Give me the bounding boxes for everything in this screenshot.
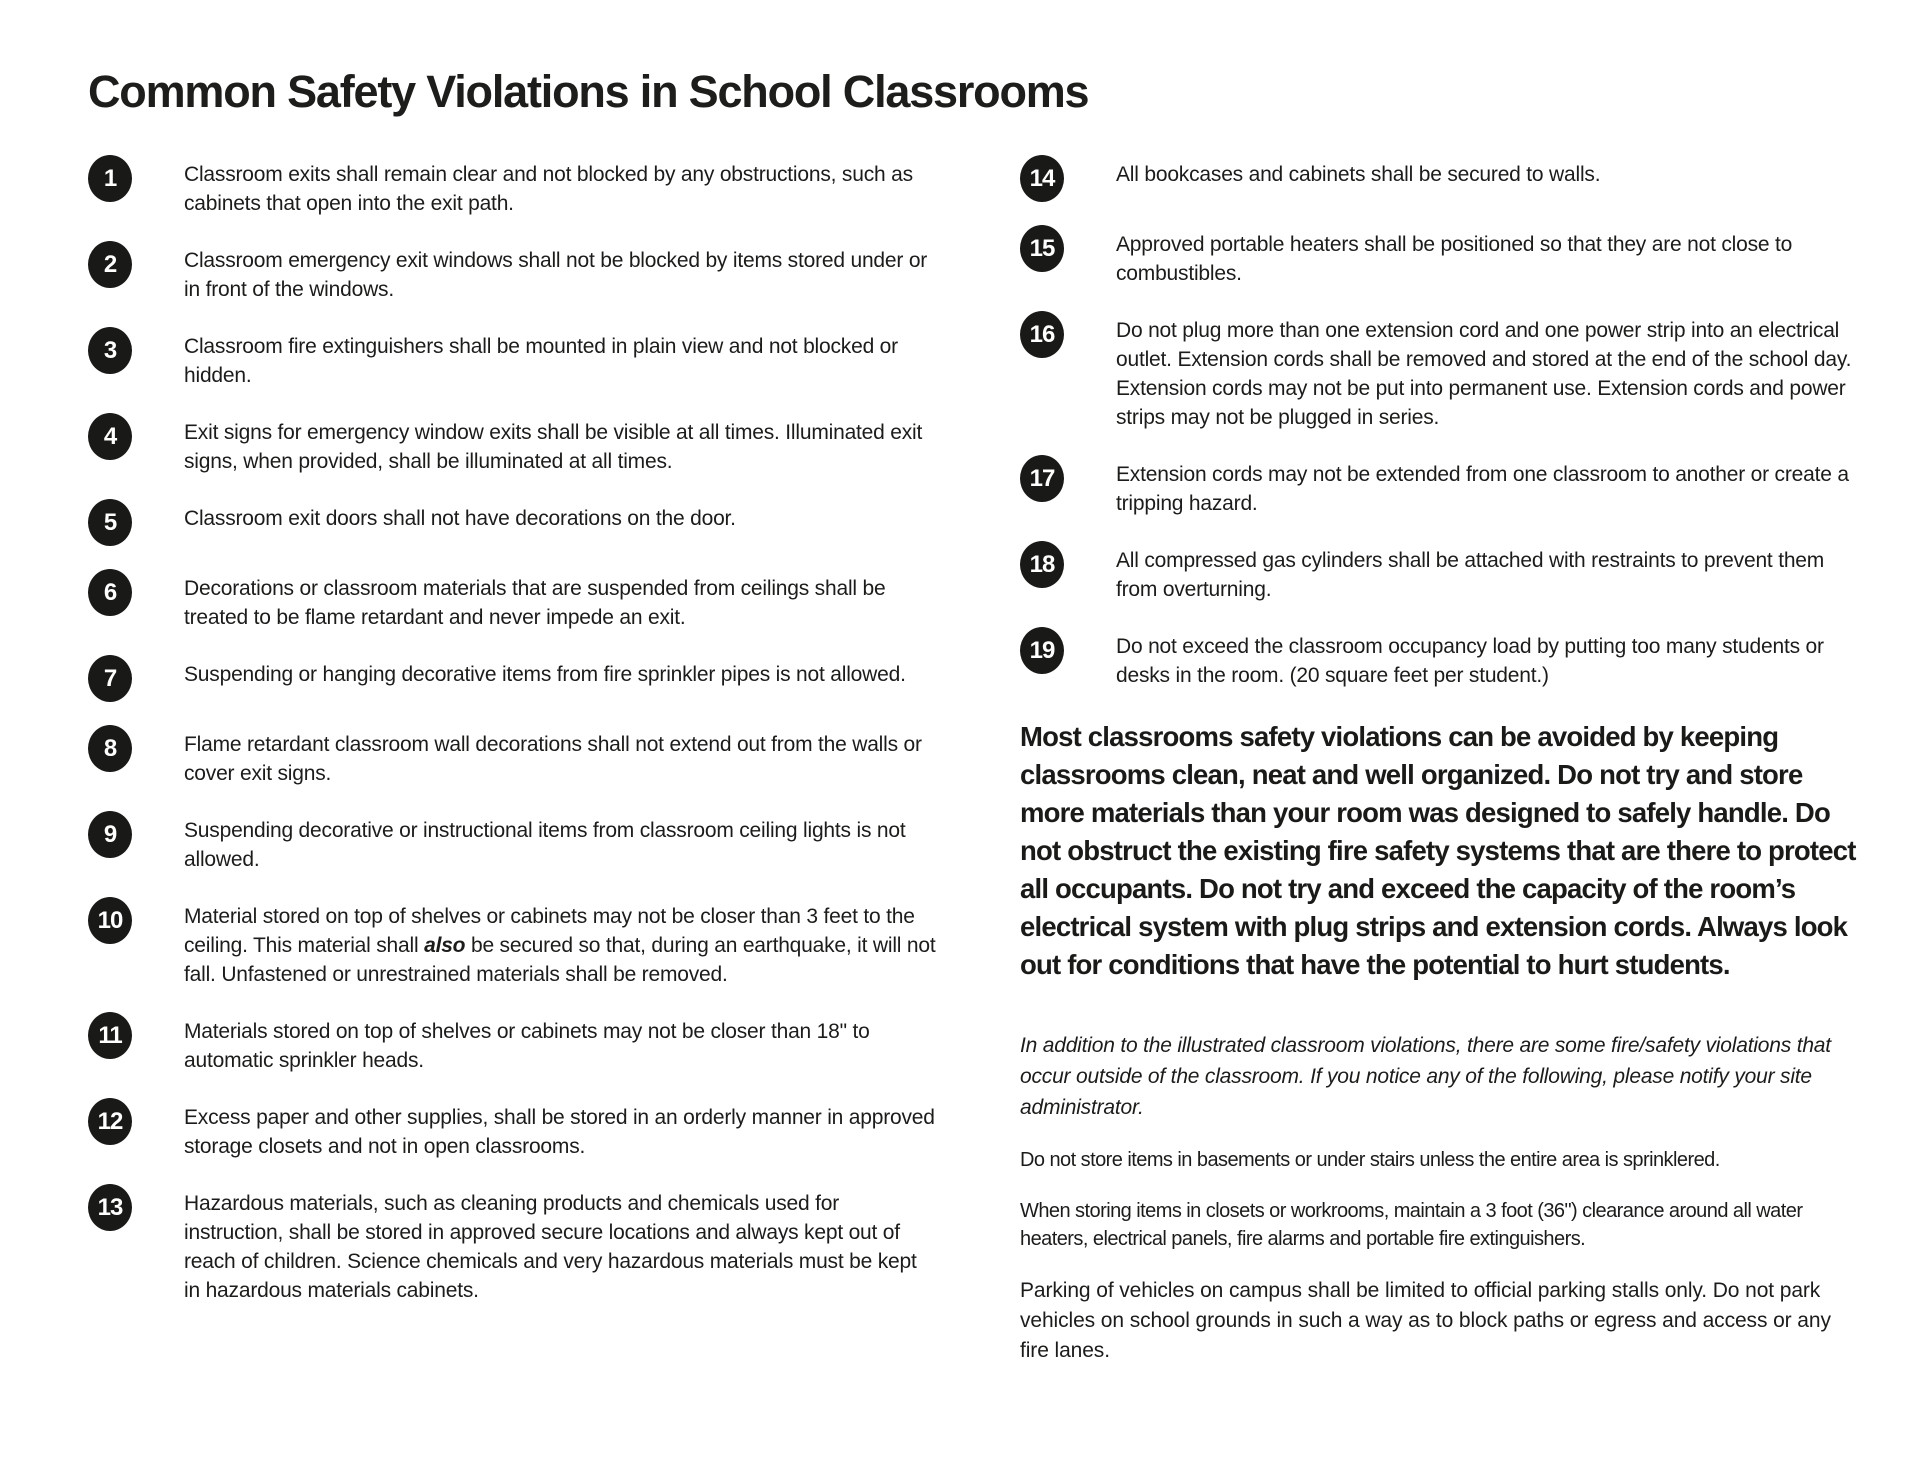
item-number: 17 xyxy=(1029,464,1055,492)
page-title: Common Safety Violations in School Classrooms xyxy=(88,66,1089,117)
item-text: Suspending decorative or instructional items from classroom ceiling lights is not allowed. xyxy=(184,819,906,871)
item-text: Do not plug more than one extension cord and one power strip into an electrical outlet. Extension cords shall be removed and stored at the end of the school day. Extension cords may not be put into permanent use. Extension cords and power strips may not be plugged in series. xyxy=(1116,319,1852,429)
item-number: 18 xyxy=(1029,550,1055,578)
item-number: 3 xyxy=(103,336,117,364)
violation-item-19 xyxy=(1020,632,1856,690)
item-text: Extension cords may not be extended from one classroom to another or create a tripping hazard. xyxy=(1116,463,1849,515)
notice-paragraph: In addition to the illustrated classroom violations, there are some fire/safety violations that occur outside of the classroom. If you notice any of the following, please notify your site administrator. xyxy=(1020,1034,1831,1119)
item-number: 12 xyxy=(97,1107,123,1135)
item-text-segment: be secured so that, during an earthquake, it will not fall. Unfastened or unrestrained materials shall be removed. xyxy=(184,934,936,986)
violation-item-14 xyxy=(1020,160,1856,202)
item-text: Suspending or hanging decorative items from fire sprinkler pipes is not allowed. xyxy=(184,663,906,686)
summary-paragraph: Most classrooms safety violations can be avoided by keeping classrooms clean, neat and well organized. Do not try and store more materials than your room was designed to safely handle. Do not obstruct the existing fire safety systems that are there to protect all occupants. Do not try and exceed the capacity of the room’s electrical system with plug strips and extension cords. Always look out for conditions that have the potential to hurt students. xyxy=(1020,721,1856,980)
item-text: Decorations or classroom materials that are suspended from ceilings shall be treated to be flame retardant and never impede an exit. xyxy=(184,577,886,629)
item-number-badge xyxy=(88,413,132,460)
item-number-badge xyxy=(88,241,132,288)
item-number: 6 xyxy=(103,578,117,606)
violation-item-17 xyxy=(1020,460,1856,518)
item-number: 10 xyxy=(97,906,123,934)
item-text: Hazardous materials, such as cleaning products and chemicals used for instruction, shall be stored in approved secure locations and always kept out of reach of children. Science chemicals and very hazardous materials must be kept in hazardous materials cabinets. xyxy=(184,1192,917,1302)
violation-item-16 xyxy=(1020,316,1856,432)
left-column xyxy=(88,160,936,1333)
item-text: Flame retardant classroom wall decorations shall not extend out from the walls or cover exit signs. xyxy=(184,733,922,785)
item-text: Classroom exit doors shall not have decorations on the door. xyxy=(184,507,736,530)
item-number-badge xyxy=(88,897,132,944)
item-number: 5 xyxy=(103,508,117,536)
outside-violation-paragraph-2: When storing items in closets or workrooms, maintain a 3 foot (36") clearance around all water heaters, electrical panels, fire alarms and portable fire extinguishers. xyxy=(1020,1200,1803,1250)
item-number: 11 xyxy=(98,1021,122,1049)
item-number: 2 xyxy=(103,250,117,278)
outside-violations-list xyxy=(1020,1146,1856,1366)
item-number-badge xyxy=(88,1098,132,1145)
violation-item-11 xyxy=(88,1017,936,1075)
item-number-badge xyxy=(1020,225,1064,272)
violation-item-3 xyxy=(88,332,936,390)
item-number-badge xyxy=(88,725,132,772)
item-number: 19 xyxy=(1029,636,1055,664)
violation-item-5 xyxy=(88,504,936,546)
violation-item-6 xyxy=(88,574,936,632)
item-number: 1 xyxy=(103,164,117,192)
item-number-badge xyxy=(1020,311,1064,358)
item-text: Classroom fire extinguishers shall be mounted in plain view and not blocked or hidden. xyxy=(184,335,898,387)
item-text: Materials stored on top of shelves or cabinets may not be closer than 18" to automatic sprinkler heads. xyxy=(184,1020,870,1072)
violation-item-9 xyxy=(88,816,936,874)
violation-item-10 xyxy=(88,902,936,989)
violation-item-8 xyxy=(88,730,936,788)
two-column-layout xyxy=(88,160,1860,1366)
item-number-badge xyxy=(1020,155,1064,202)
item-number-badge xyxy=(88,569,132,616)
item-text-segment: Material stored on top of shelves or cabinets may not be closer than 3 feet to the ceiling. This material shall xyxy=(184,905,915,957)
item-text: Classroom exits shall remain clear and not blocked by any obstructions, such as cabinets that open into the exit path. xyxy=(184,163,913,215)
outside-violation-paragraph-3: Parking of vehicles on campus shall be limited to official parking stalls only. Do not park vehicles on school grounds in such a way as to block paths or egress and access or any fire lanes. xyxy=(1020,1279,1831,1362)
item-number-badge xyxy=(88,499,132,546)
item-number: 8 xyxy=(103,734,117,762)
item-text: Classroom emergency exit windows shall not be blocked by items stored under or in front of the windows. xyxy=(184,249,928,301)
violation-item-4 xyxy=(88,418,936,476)
item-text: All compressed gas cylinders shall be attached with restraints to prevent them from overturning. xyxy=(1116,549,1825,601)
item-number: 16 xyxy=(1029,320,1055,348)
right-column xyxy=(1020,160,1856,1366)
violation-item-13 xyxy=(88,1189,936,1305)
item-number-badge xyxy=(88,1012,132,1059)
item-number: 9 xyxy=(103,820,117,848)
item-number-badge xyxy=(88,811,132,858)
item-number-badge xyxy=(88,655,132,702)
violation-item-15 xyxy=(1020,230,1856,288)
item-number-badge xyxy=(1020,541,1064,588)
violation-item-1 xyxy=(88,160,936,218)
item-number: 15 xyxy=(1029,234,1055,262)
item-text: All bookcases and cabinets shall be secured to walls. xyxy=(1116,163,1601,186)
item-text: Exit signs for emergency window exits shall be visible at all times. Illuminated exit signs, when provided, shall be illuminated at all times. xyxy=(184,421,923,473)
item-text-emphasis: also xyxy=(424,934,466,957)
item-number-badge xyxy=(88,1184,132,1231)
item-number: 14 xyxy=(1029,164,1055,192)
item-text: Approved portable heaters shall be positioned so that they are not close to combustibles. xyxy=(1116,233,1793,285)
item-text xyxy=(184,902,936,989)
violation-item-7 xyxy=(88,660,936,702)
violation-item-12 xyxy=(88,1103,936,1161)
item-number: 7 xyxy=(103,664,117,692)
item-text: Do not exceed the classroom occupancy load by putting too many students or desks in the room. (20 square feet per student.) xyxy=(1116,635,1824,687)
item-number-badge xyxy=(1020,455,1064,502)
item-number-badge xyxy=(1020,627,1064,674)
item-number: 4 xyxy=(103,422,117,450)
item-number-badge xyxy=(88,155,132,202)
outside-violation-paragraph-1: Do not store items in basements or under stairs unless the entire area is sprinklered. xyxy=(1020,1149,1720,1171)
violation-item-2 xyxy=(88,246,936,304)
item-number-badge xyxy=(88,327,132,374)
violation-item-18 xyxy=(1020,546,1856,604)
item-number: 13 xyxy=(97,1193,123,1221)
item-text: Excess paper and other supplies, shall be stored in an orderly manner in approved storage closets and not in open classrooms. xyxy=(184,1106,935,1158)
